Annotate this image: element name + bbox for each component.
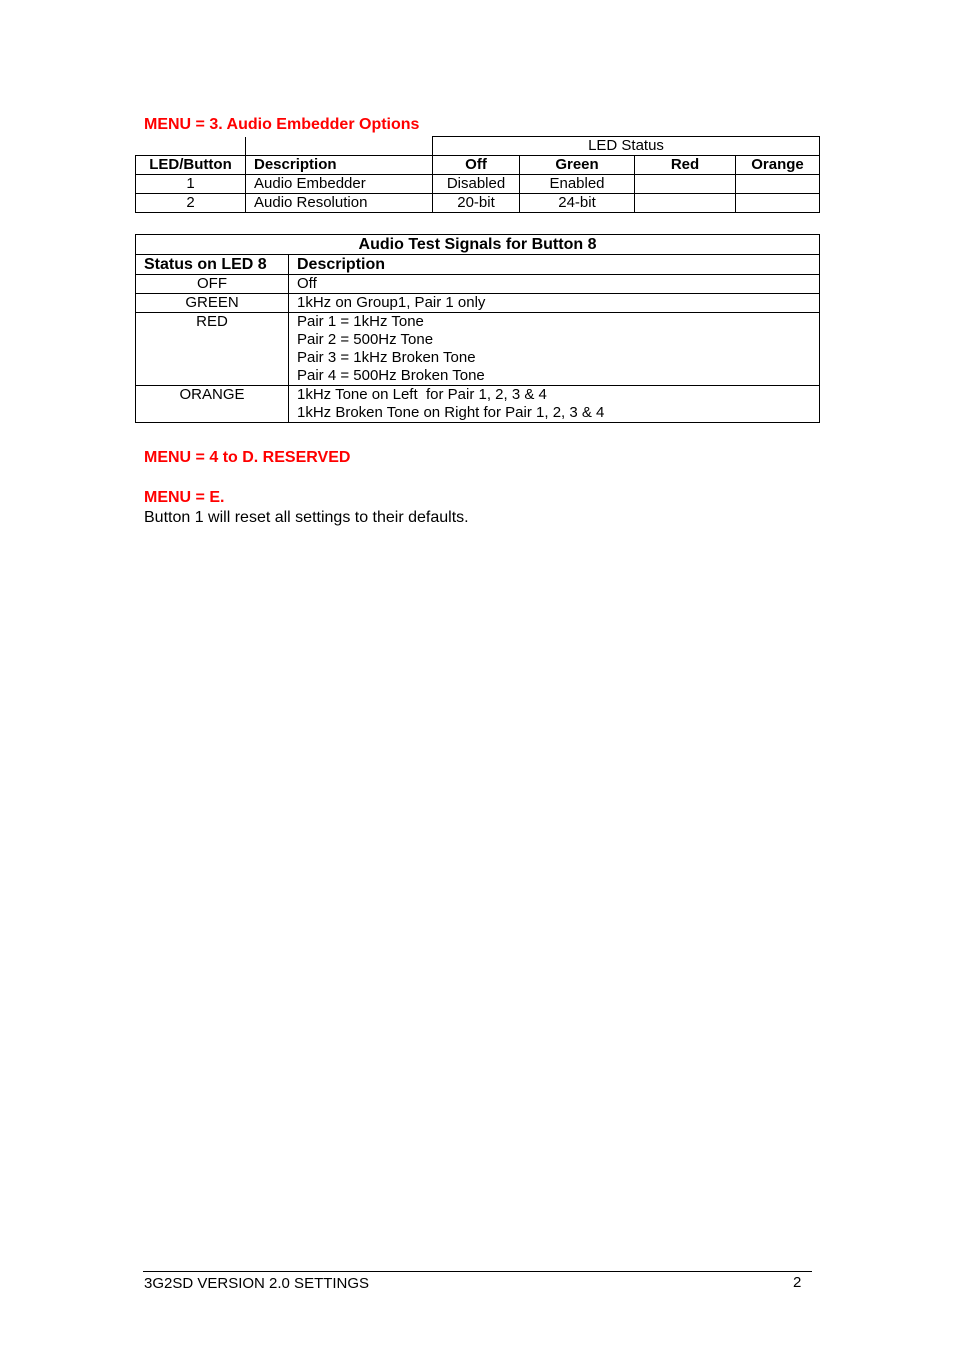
table-row — [136, 294, 820, 313]
cell-orange — [736, 175, 820, 194]
cell-off: 20-bit — [433, 194, 520, 213]
cell-green: Enabled — [520, 175, 635, 194]
col-green: Green — [520, 156, 635, 175]
cell-status: ORANGE — [136, 386, 289, 423]
audio-test-signals-table — [135, 234, 820, 423]
description-line: 1kHz Tone on Left for Pair 1, 2, 3 & 4 — [297, 386, 547, 403]
cell-status: RED — [136, 313, 289, 386]
cell-green: 24-bit — [520, 194, 635, 213]
menu-e-heading: MENU = E. — [144, 489, 225, 506]
menu-3-heading: MENU = 3. Audio Embedder Options — [144, 116, 420, 133]
page-number: 2 — [793, 1274, 802, 1291]
cell-status: OFF — [136, 275, 289, 294]
table-title: Audio Test Signals for Button 8 — [136, 235, 820, 255]
cell-description — [289, 294, 820, 313]
table-row — [136, 313, 820, 386]
led-status-label: LED Status — [433, 137, 820, 156]
description-line: Pair 4 = 500Hz Broken Tone — [297, 367, 485, 384]
cell-description: Audio Embedder — [246, 175, 433, 194]
col-description: Description — [246, 156, 433, 175]
footer-title: 3G2SD VERSION 2.0 SETTINGS — [144, 1275, 370, 1292]
description-line: Pair 3 = 1kHz Broken Tone — [297, 349, 476, 366]
cell-description — [289, 313, 820, 386]
col-status-led-8: Status on LED 8 — [136, 255, 289, 275]
menu-reserved-heading: MENU = 4 to D. RESERVED — [144, 449, 351, 466]
col-led-button: LED/Button — [136, 156, 246, 175]
table-row — [136, 194, 820, 213]
cell-description — [289, 386, 820, 423]
col-off: Off — [433, 156, 520, 175]
description-line: Off — [297, 275, 317, 292]
description-line: Pair 1 = 1kHz Tone — [297, 313, 424, 330]
col-description: Description — [289, 255, 820, 275]
col-orange: Orange — [736, 156, 820, 175]
table-title-row — [136, 235, 820, 255]
led-status-header-row — [136, 137, 820, 156]
cell-led-button: 1 — [136, 175, 246, 194]
cell-red — [635, 175, 736, 194]
table-row — [136, 175, 820, 194]
cell-description: Audio Resolution — [246, 194, 433, 213]
table-row — [136, 386, 820, 423]
description-line: 1kHz Broken Tone on Right for Pair 1, 2, 3 & 4 — [297, 404, 605, 421]
table-header-row — [136, 156, 820, 175]
cell-red — [635, 194, 736, 213]
cell-orange — [736, 194, 820, 213]
reset-description: Button 1 will reset all settings to their defaults. — [144, 509, 469, 526]
cell-status: GREEN — [136, 294, 289, 313]
cell-off: Disabled — [433, 175, 520, 194]
description-line: Pair 2 = 500Hz Tone — [297, 331, 434, 348]
cell-description — [289, 275, 820, 294]
footer-divider — [143, 1271, 812, 1272]
col-red: Red — [635, 156, 736, 175]
table-row — [136, 275, 820, 294]
table-header-row — [136, 255, 820, 275]
cell-led-button: 2 — [136, 194, 246, 213]
audio-embedder-options-table — [135, 136, 820, 213]
description-line: 1kHz on Group1, Pair 1 only — [297, 294, 486, 311]
